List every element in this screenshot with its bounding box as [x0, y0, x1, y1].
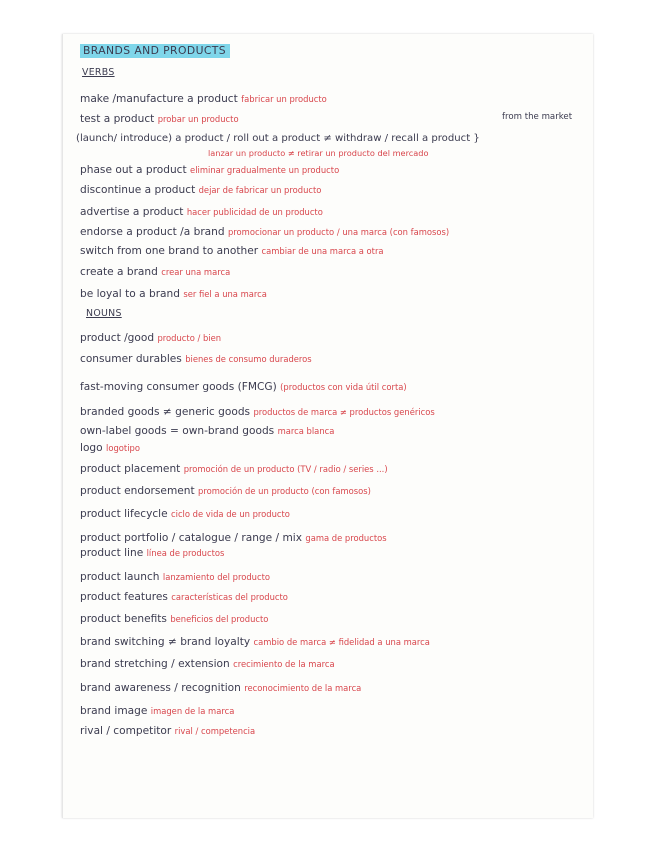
verb-en: discontinue a product [80, 184, 196, 196]
launch-note: from the market [502, 112, 573, 122]
noun-es: bienes de consumo duraderos [185, 354, 312, 364]
verb-es: probar un producto [157, 114, 239, 124]
noun-row [80, 484, 371, 498]
noun-es: imagen de la marca [150, 706, 235, 716]
noun-es: cambio de marca ≠ fidelidad a una marca [253, 637, 430, 647]
noun-row [80, 424, 334, 438]
noun-row [80, 380, 407, 394]
noun-row [80, 352, 312, 366]
verb-en: advertise a product [80, 206, 184, 218]
noun-row [80, 590, 288, 604]
noun-en: branded goods ≠ generic goods [80, 406, 251, 418]
noun-en: product lifecycle [80, 508, 168, 520]
noun-es: características del producto [171, 592, 288, 602]
noun-row [80, 331, 221, 345]
verb-es: eliminar gradualmente un producto [190, 165, 340, 175]
noun-row [80, 612, 268, 626]
verb-es: crear una marca [161, 267, 231, 277]
verb-row [80, 205, 323, 219]
verb-row [80, 265, 230, 279]
noun-row [80, 724, 255, 738]
noun-row [80, 507, 290, 521]
noun-es: promoción de un producto (TV / radio / series ...) [183, 464, 388, 474]
noun-es: logotipo [106, 443, 140, 453]
noun-en: product /good [80, 332, 155, 344]
noun-en: product launch [80, 571, 160, 583]
verb-row [76, 132, 480, 146]
noun-es: línea de productos [146, 548, 225, 558]
verb-row [80, 183, 321, 197]
noun-es: ciclo de vida de un producto [171, 509, 290, 519]
noun-row [80, 681, 361, 695]
verb-en: test a product [80, 113, 155, 125]
noun-en: logo [80, 442, 103, 454]
verb-en: make /manufacture a product [80, 93, 238, 105]
verb-row [80, 287, 267, 301]
noun-row [80, 531, 387, 545]
verb-es: dejar de fabricar un producto [198, 185, 322, 195]
noun-es: (productos con vida útil corta) [280, 382, 407, 392]
noun-row [80, 704, 234, 718]
noun-es: marca blanca [277, 426, 335, 436]
noun-es: promoción de un producto (con famosos) [198, 486, 371, 496]
noun-es: lanzamiento del producto [162, 572, 270, 582]
verbs-heading: VERBS [82, 67, 115, 78]
noun-row [80, 570, 270, 584]
noun-es: beneficios del producto [170, 614, 269, 624]
verb-row [80, 225, 449, 239]
noun-en: brand image [80, 705, 148, 717]
noun-row [80, 635, 430, 649]
noun-en: product line [80, 547, 144, 559]
noun-es: producto / bien [157, 333, 222, 343]
noun-en: rival / competitor [80, 725, 172, 737]
noun-en: own-label goods = own-brand goods [80, 425, 275, 437]
verb-en: phase out a product [80, 164, 187, 176]
noun-row [80, 405, 435, 419]
verb-row [80, 92, 327, 106]
noun-row [80, 441, 140, 455]
nouns-heading: NOUNS [86, 308, 122, 319]
verb-row [80, 244, 384, 258]
noun-en: product endorsement [80, 485, 195, 497]
verb-row [80, 112, 239, 126]
noun-es: productos de marca ≠ productos genéricos [253, 407, 435, 417]
noun-en: fast-moving consumer goods (FMCG) [80, 381, 277, 393]
noun-en: brand switching ≠ brand loyalty [80, 636, 251, 648]
verb-es: fabricar un producto [241, 94, 327, 104]
verb-es: ser fiel a una marca [183, 289, 267, 299]
verb-en: switch from one brand to another [80, 245, 259, 257]
noun-en: brand stretching / extension [80, 658, 230, 670]
noun-row [80, 657, 335, 671]
verb-en: be loyal to a brand [80, 288, 180, 300]
noun-en: product benefits [80, 613, 167, 625]
noun-en: product features [80, 591, 168, 603]
noun-es: gama de productos [305, 533, 387, 543]
noun-en: product placement [80, 463, 181, 475]
page-title: BRANDS AND PRODUCTS [80, 44, 230, 58]
noun-en: consumer durables [80, 353, 182, 365]
noun-es: rival / competencia [174, 726, 256, 736]
verb-row [80, 163, 339, 177]
noun-row [80, 462, 388, 476]
verb-es: promocionar un producto / una marca (con famosos) [227, 227, 450, 237]
noun-es: reconocimiento de la marca [244, 683, 362, 693]
verb-es: hacer publicidad de un producto [186, 207, 323, 217]
noun-en: brand awareness / recognition [80, 682, 241, 694]
verb-en: endorse a product /a brand [80, 226, 225, 238]
noun-en: product portfolio / catalogue / range / mix [80, 532, 302, 544]
verb-en: create a brand [80, 266, 158, 278]
noun-row [80, 546, 224, 560]
launch-translation: lanzar un producto ≠ retirar un producto del mercado [208, 148, 429, 158]
verb-es: cambiar de una marca a otra [261, 246, 384, 256]
noun-es: crecimiento de la marca [233, 659, 335, 669]
verb-en: (launch/ introduce) a product / roll out a product ≠ withdraw / recall a product } [76, 133, 480, 144]
